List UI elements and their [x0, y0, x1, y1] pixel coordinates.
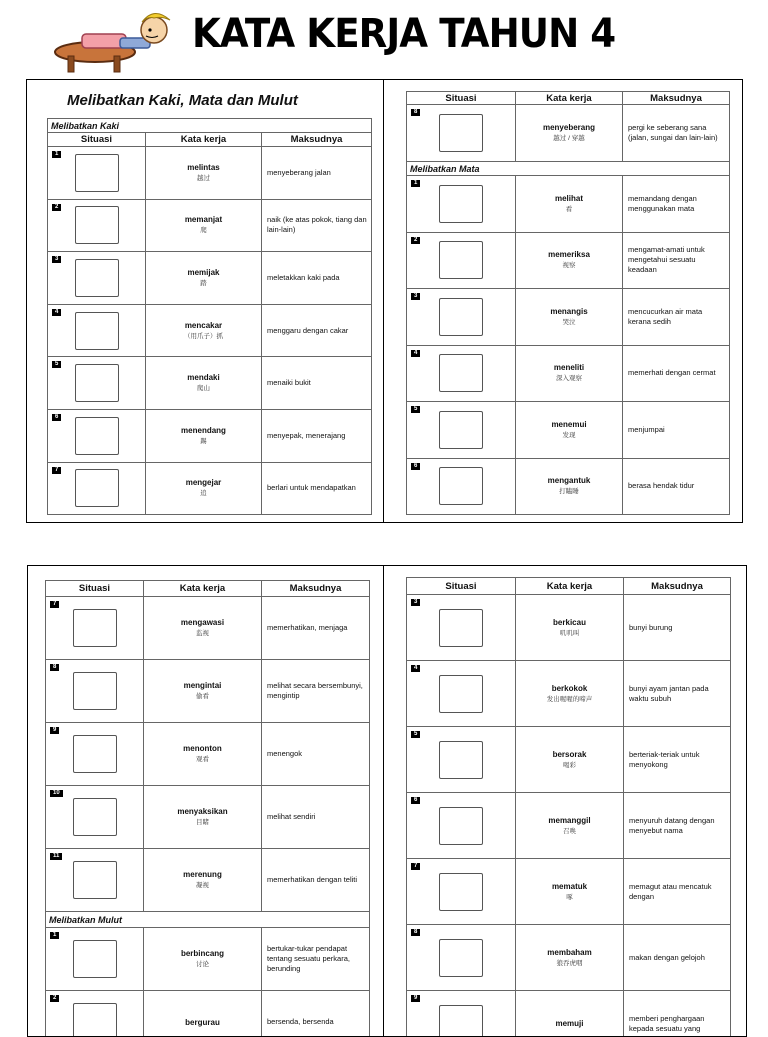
- situation-cell: [48, 199, 146, 252]
- verb-translation: 监视: [144, 628, 261, 639]
- verb-cell: [144, 660, 262, 723]
- panel-mulut: [383, 565, 747, 1037]
- situation-cell: [48, 147, 146, 200]
- row-number-badge: 1: [50, 932, 59, 939]
- meaning-cell: menyepak, menerajang: [262, 409, 372, 462]
- situation-cell: [407, 232, 516, 289]
- situation-illustration: [73, 735, 117, 773]
- row-number-badge: 7: [52, 467, 61, 474]
- meaning-cell: bertukar-tukar pendapat tentang sesuatu perkara, berunding: [262, 928, 370, 991]
- verb-text: mematuk: [516, 881, 623, 892]
- verb-text: memanjat: [146, 214, 261, 225]
- table-row: [46, 928, 370, 991]
- row-number-badge: 2: [52, 204, 61, 211]
- table-row: [407, 402, 730, 459]
- table-row: [48, 147, 372, 200]
- situation-illustration: [73, 861, 117, 899]
- verb-translation: 偷看: [144, 691, 261, 702]
- verb-text: meneliti: [516, 362, 622, 373]
- meaning-cell: berasa hendak tidur: [623, 458, 730, 515]
- situation-cell: [46, 723, 144, 786]
- verb-cell: [146, 357, 262, 410]
- row-number-badge: 8: [411, 109, 420, 116]
- verb-table: [45, 580, 370, 1037]
- verb-text: berkicau: [516, 617, 623, 628]
- column-header-situasi: Situasi: [407, 92, 516, 105]
- table-row: [48, 199, 372, 252]
- row-number-badge: 10: [50, 790, 63, 797]
- row-number-badge: 2: [50, 995, 59, 1002]
- verb-translation: 看: [516, 204, 622, 215]
- situation-illustration: [439, 185, 483, 223]
- meaning-cell: memerhatikan dengan teliti: [262, 849, 370, 912]
- verb-text: memanggil: [516, 815, 623, 826]
- table-row: [407, 991, 731, 1037]
- row-number-badge: 4: [411, 350, 420, 357]
- table-row: [46, 786, 370, 849]
- verb-translation: 哭泣: [516, 317, 622, 328]
- situation-cell: [48, 304, 146, 357]
- column-header-maksudnya: Maksudnya: [262, 133, 372, 147]
- verb-translation: 观看: [144, 754, 261, 765]
- verb-cell: [144, 928, 262, 991]
- row-number-badge: 5: [52, 361, 61, 368]
- verb-text: berbincang: [144, 948, 261, 959]
- verb-cell: [516, 595, 624, 661]
- row-number-badge: 7: [411, 863, 420, 870]
- verb-translation: 目睹: [144, 817, 261, 828]
- verb-text: mengawasi: [144, 617, 261, 628]
- row-number-badge: 9: [411, 995, 420, 1002]
- table-row: [407, 345, 730, 402]
- verb-cell: [516, 105, 623, 162]
- verb-cell: [516, 232, 623, 289]
- verb-cell: [516, 925, 624, 991]
- table-row: [48, 357, 372, 410]
- verb-text: mengintai: [144, 680, 261, 691]
- situation-illustration: [73, 798, 117, 836]
- verb-translation: 爬山: [146, 383, 261, 394]
- verb-translation: 召唤: [516, 826, 623, 837]
- meaning-cell: menggaru dengan cakar: [262, 304, 372, 357]
- table-row: [46, 723, 370, 786]
- verb-translation: 打瞌睡: [516, 486, 622, 497]
- meaning-cell: berlari untuk mendapatkan: [262, 462, 372, 515]
- verb-translation: 狼吞虎咽: [516, 958, 623, 969]
- verb-translation: 踢: [146, 436, 261, 447]
- column-header-kata-kerja: Kata kerja: [146, 133, 262, 147]
- meaning-cell: meletakkan kaki pada: [262, 252, 372, 305]
- table-row: [48, 462, 372, 515]
- meaning-cell: mencucurkan air mata kerana sedih: [623, 289, 730, 346]
- column-header-maksudnya: Maksudnya: [262, 581, 370, 597]
- table-row: [407, 458, 730, 515]
- situation-cell: [407, 105, 516, 162]
- table-row: [48, 252, 372, 305]
- verb-cell: [516, 859, 624, 925]
- page-header: [0, 0, 768, 78]
- column-header-situasi: Situasi: [46, 581, 144, 597]
- meaning-cell: memagut atau mencatuk dengan: [624, 859, 731, 925]
- situation-cell: [46, 928, 144, 991]
- verb-text: menyeberang: [516, 122, 622, 133]
- situation-illustration: [75, 469, 119, 507]
- table-row: [407, 595, 731, 661]
- row-number-badge: 3: [52, 256, 61, 263]
- panel-kaki: [26, 79, 385, 523]
- column-header-situasi: Situasi: [48, 133, 146, 147]
- meaning-cell: makan dengan gelojoh: [624, 925, 731, 991]
- verb-translation: 追: [146, 488, 261, 499]
- table-row: [407, 289, 730, 346]
- meaning-cell: menjumpai: [623, 402, 730, 459]
- row-number-badge: 5: [411, 406, 420, 413]
- row-number-badge: 8: [411, 929, 420, 936]
- verb-text: menendang: [146, 425, 261, 436]
- situation-cell: [46, 849, 144, 912]
- column-header-situasi: Situasi: [407, 578, 516, 595]
- verb-cell: [144, 723, 262, 786]
- situation-illustration: [439, 354, 483, 392]
- section-label: Melibatkan Mata: [407, 162, 730, 176]
- table-row: [46, 597, 370, 660]
- verb-cell: [144, 597, 262, 660]
- row-number-badge: 2: [411, 237, 420, 244]
- table-row: [407, 661, 731, 727]
- verb-text: melihat: [516, 193, 622, 204]
- verb-text: melintas: [146, 162, 261, 173]
- situation-cell: [407, 925, 516, 991]
- table-row: [48, 409, 372, 462]
- verb-cell: [516, 402, 623, 459]
- meaning-cell: melihat sendiri: [262, 786, 370, 849]
- verb-translation: 凝视: [144, 880, 261, 891]
- situation-cell: [48, 252, 146, 305]
- verb-text: bersorak: [516, 749, 623, 760]
- verb-translation: 叽叽叫: [516, 628, 623, 639]
- column-header-kata-kerja: Kata kerja: [144, 581, 262, 597]
- situation-cell: [46, 660, 144, 723]
- row-number-badge: 3: [411, 599, 420, 606]
- verb-text: menangis: [516, 306, 622, 317]
- row-number-badge: 6: [411, 797, 420, 804]
- table-row: [46, 991, 370, 1037]
- verb-cell: [146, 409, 262, 462]
- verb-text: menyaksikan: [144, 806, 261, 817]
- verb-text: mengantuk: [516, 475, 622, 486]
- row-number-badge: 7: [50, 601, 59, 608]
- table-row: [407, 859, 731, 925]
- row-number-badge: 11: [50, 853, 62, 860]
- kid-at-desk-illustration: [50, 8, 180, 74]
- verb-translation: 发出喔喔的啼声: [516, 694, 623, 705]
- verb-cell: [516, 793, 624, 859]
- verb-text: membaham: [516, 947, 623, 958]
- meaning-cell: bunyi ayam jantan pada waktu subuh: [624, 661, 731, 727]
- row-number-badge: 4: [411, 665, 420, 672]
- row-number-badge: 3: [411, 293, 420, 300]
- meaning-cell: bunyi burung: [624, 595, 731, 661]
- verb-cell: [146, 304, 262, 357]
- column-header-maksudnya: Maksudnya: [623, 92, 730, 105]
- verb-cell: [516, 458, 623, 515]
- meaning-cell: naik (ke atas pokok, tiang dan lain-lain): [262, 199, 372, 252]
- table-row: [46, 660, 370, 723]
- situation-cell: [46, 991, 144, 1037]
- meaning-cell: pergi ke seberang sana (jalan, sungai dan lain-lain): [623, 105, 730, 162]
- situation-illustration: [73, 672, 117, 710]
- verb-text: memuji: [516, 1018, 623, 1029]
- verb-text: memeriksa: [516, 249, 622, 260]
- table-row: [407, 105, 730, 162]
- situation-illustration: [439, 609, 483, 647]
- verb-cell: [516, 727, 624, 793]
- table-row: [407, 727, 731, 793]
- verb-cell: [146, 199, 262, 252]
- meaning-cell: mengamat-amati untuk mengetahui sesuatu keadaan: [623, 232, 730, 289]
- situation-illustration: [75, 206, 119, 244]
- situation-cell: [48, 462, 146, 515]
- verb-cell: [516, 991, 624, 1037]
- verb-cell: [144, 849, 262, 912]
- situation-illustration: [75, 259, 119, 297]
- table-row: [407, 176, 730, 233]
- verb-translation: 讨论: [144, 959, 261, 970]
- verb-text: menemui: [516, 419, 622, 430]
- verb-table: [406, 91, 730, 515]
- verb-translation: 踏: [146, 278, 261, 289]
- situation-illustration: [75, 154, 119, 192]
- table-row: [407, 232, 730, 289]
- section-label: Melibatkan Mulut: [46, 912, 370, 928]
- meaning-cell: berteriak-teriak untuk menyokong: [624, 727, 731, 793]
- verb-translation: 越过 / 穿越: [516, 133, 622, 144]
- situation-cell: [407, 289, 516, 346]
- verb-cell: [144, 991, 262, 1037]
- row-number-badge: 4: [52, 309, 61, 316]
- verb-table: [47, 118, 372, 515]
- situation-cell: [407, 991, 516, 1037]
- situation-illustration: [439, 675, 483, 713]
- situation-illustration: [75, 364, 119, 402]
- verb-translation: 视察: [516, 260, 622, 271]
- meaning-cell: memerhati dengan cermat: [623, 345, 730, 402]
- situation-cell: [407, 345, 516, 402]
- row-number-badge: 6: [52, 414, 61, 421]
- situation-illustration: [73, 1003, 117, 1037]
- row-number-badge: 9: [50, 727, 59, 734]
- section-label: Melibatkan Kaki: [48, 119, 372, 133]
- situation-illustration: [73, 609, 117, 647]
- situation-cell: [407, 402, 516, 459]
- situation-illustration: [75, 417, 119, 455]
- panel-title: Melibatkan Kaki, Mata dan Mulut: [67, 92, 298, 109]
- row-number-badge: 6: [411, 463, 420, 470]
- situation-illustration: [439, 241, 483, 279]
- situation-illustration: [73, 940, 117, 978]
- meaning-cell: menaiki bukit: [262, 357, 372, 410]
- column-header-kata-kerja: Kata kerja: [516, 92, 623, 105]
- situation-illustration: [75, 312, 119, 350]
- row-number-badge: 5: [411, 731, 420, 738]
- table-row: [407, 793, 731, 859]
- situation-illustration: [439, 114, 483, 152]
- verb-text: mengejar: [146, 477, 261, 488]
- situation-illustration: [439, 939, 483, 977]
- page-title: KATA KERJA TAHUN 4: [192, 14, 615, 54]
- situation-cell: [407, 458, 516, 515]
- verb-cell: [516, 289, 623, 346]
- verb-text: memijak: [146, 267, 261, 278]
- verb-translation: 深入观察: [516, 373, 622, 384]
- situation-cell: [48, 357, 146, 410]
- verb-translation: 啄: [516, 892, 623, 903]
- verb-cell: [516, 661, 624, 727]
- situation-cell: [407, 859, 516, 925]
- meaning-cell: memberi penghargaan kepada sesuatu yang: [624, 991, 731, 1037]
- verb-text: menonton: [144, 743, 261, 754]
- situation-illustration: [439, 741, 483, 779]
- verb-text: berkokok: [516, 683, 623, 694]
- row-number-badge: 1: [52, 151, 61, 158]
- meaning-cell: menyuruh datang dengan menyebut nama: [624, 793, 731, 859]
- verb-translation: （用爪子）抓: [146, 331, 261, 342]
- situation-illustration: [439, 411, 483, 449]
- situation-illustration: [439, 807, 483, 845]
- verb-cell: [144, 786, 262, 849]
- situation-illustration: [439, 873, 483, 911]
- row-number-badge: 1: [411, 180, 420, 187]
- situation-illustration: [439, 298, 483, 336]
- situation-cell: [407, 176, 516, 233]
- verb-translation: 发现: [516, 430, 622, 441]
- verb-cell: [516, 176, 623, 233]
- meaning-cell: melihat secara bersembunyi, mengintip: [262, 660, 370, 723]
- verb-translation: 喝彩: [516, 760, 623, 771]
- verb-text: mencakar: [146, 320, 261, 331]
- situation-cell: [46, 786, 144, 849]
- row-number-badge: 8: [50, 664, 59, 671]
- table-row: [46, 849, 370, 912]
- verb-text: bergurau: [144, 1017, 261, 1028]
- meaning-cell: memerhatikan, menjaga: [262, 597, 370, 660]
- meaning-cell: menengok: [262, 723, 370, 786]
- column-header-maksudnya: Maksudnya: [624, 578, 731, 595]
- meaning-cell: memandang dengan menggunakan mata: [623, 176, 730, 233]
- verb-translation: 越过: [146, 173, 261, 184]
- situation-cell: [407, 661, 516, 727]
- panel-mata: [383, 79, 743, 523]
- column-header-kata-kerja: Kata kerja: [516, 578, 624, 595]
- situation-illustration: [439, 1005, 483, 1037]
- situation-cell: [407, 595, 516, 661]
- meaning-cell: bersenda, bersenda: [262, 991, 370, 1037]
- panel-mata-mulut: [27, 565, 385, 1037]
- verb-table: [406, 577, 731, 1037]
- situation-illustration: [439, 467, 483, 505]
- situation-cell: [46, 597, 144, 660]
- meaning-cell: menyeberang jalan: [262, 147, 372, 200]
- verb-cell: [146, 462, 262, 515]
- verb-cell: [146, 147, 262, 200]
- table-row: [48, 304, 372, 357]
- situation-cell: [407, 793, 516, 859]
- table-row: [407, 925, 731, 991]
- verb-text: mendaki: [146, 372, 261, 383]
- verb-cell: [146, 252, 262, 305]
- situation-cell: [48, 409, 146, 462]
- verb-cell: [516, 345, 623, 402]
- verb-text: merenung: [144, 869, 261, 880]
- situation-cell: [407, 727, 516, 793]
- verb-translation: 爬: [146, 225, 261, 236]
